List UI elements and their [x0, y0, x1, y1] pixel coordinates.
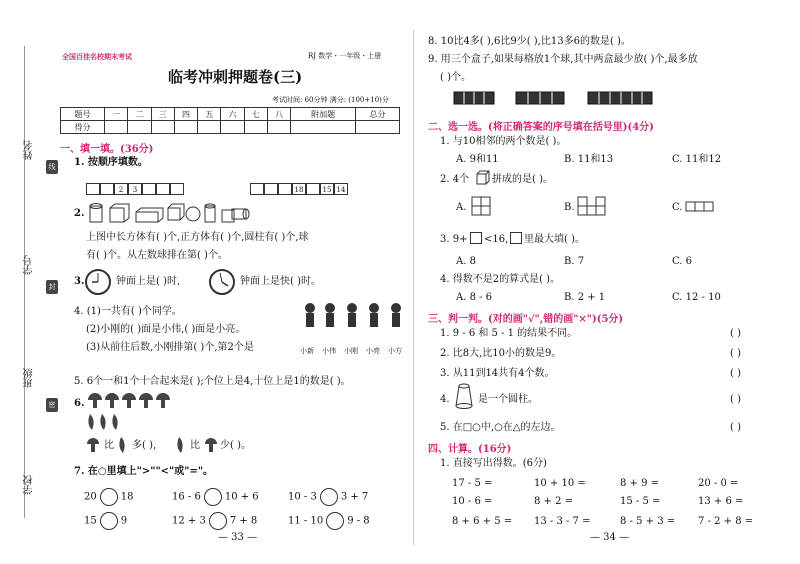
compare-left: 11 - 10 [288, 515, 324, 527]
q7-text: 7. 在○里填上">""<"或"="。 [74, 466, 214, 477]
calc-item: 13 - 3 - 7 = [534, 516, 591, 527]
calc-item: 10 - 6 = [452, 496, 493, 507]
score-header-cell: 三 [151, 108, 174, 121]
cubes-option-a [470, 192, 492, 218]
score-cell[interactable] [221, 121, 244, 134]
cubes-option-c [684, 196, 714, 216]
child-name: 小亮 [366, 347, 380, 355]
sequence-box: 18 [292, 183, 306, 195]
calc-item: 17 - 5 = [452, 478, 493, 489]
children-illustration [300, 302, 410, 336]
sequence-box: 14 [334, 183, 348, 195]
sequence-box: 2 [114, 183, 128, 195]
sequence-box: 15 [320, 183, 334, 195]
q5-text: 5. 6个一和1个十合起来是( );个位上是4,十位上是1的数是( )。 [74, 376, 351, 387]
score-cell[interactable] [128, 121, 151, 134]
sequence-box[interactable] [86, 183, 100, 195]
score-cell[interactable] [355, 121, 399, 134]
calc-item: 15 - 5 = [620, 496, 661, 507]
boxes-illustration [452, 88, 692, 106]
score-cell[interactable] [198, 121, 221, 134]
blank-box [470, 232, 482, 244]
choice-4-b: B. 2 + 1 [564, 292, 606, 303]
q6-less-b: 少( )。 [220, 440, 251, 451]
compare-right: 18 [120, 491, 134, 503]
sequence-2 [250, 178, 348, 197]
time-score: 考试时间: 60分钟 满分: (100+10)分 [272, 96, 389, 104]
q2-line1: 上图中长方体有( )个,正方体有( )个,圆柱有( )个,球 [86, 232, 309, 243]
pepper-icon [118, 436, 130, 454]
id-label: 学号 [24, 255, 35, 275]
choice-1-c: C. 11和12 [672, 154, 722, 165]
compare-right: 3 + 7 [340, 491, 369, 503]
score-cell[interactable] [174, 121, 197, 134]
score-header-cell: 四 [174, 108, 197, 121]
score-row [61, 121, 400, 134]
score-header-row [61, 108, 400, 121]
judge-4-b: 是一个圆柱。 [478, 394, 538, 405]
compare-item [84, 512, 127, 530]
judge-3-paren: ( ) [730, 368, 741, 379]
compare-left: 20 [84, 491, 97, 503]
score-table [60, 107, 400, 134]
section-4-title: 四、计算。(16分) [428, 444, 512, 455]
judge-5: 5. 在□○中,○在△的左边。 [440, 422, 561, 433]
q6-more-b: 多( ), [132, 440, 157, 451]
compare-item [172, 512, 257, 530]
compare-right: 7 + 8 [229, 515, 258, 527]
edition-label: RJ 数学・一年级・上册 [308, 52, 382, 60]
child-name: 小伟 [322, 347, 336, 355]
choice-2-a: A. [456, 202, 467, 213]
q8-text: 8. 10比4多( ),6比9少( ),比13多6的数是( )。 [428, 36, 631, 47]
child-name: 小刚 [344, 347, 358, 355]
q9-line2: ( )个。 [440, 72, 471, 83]
choice-2-b: 拼成的是( )。 [492, 174, 553, 185]
score-cell[interactable] [151, 121, 174, 134]
calc-item: 8 + 2 = [534, 496, 574, 507]
sequence-1 [86, 178, 184, 197]
q3-text-b: 钟面上是快( )时。 [240, 276, 321, 287]
q9-line1: 9. 用三个盒子,如果每格放1个球,其中两盒最少放( )个,最多放 [428, 54, 698, 65]
mushroom-row [86, 392, 186, 410]
score-cell[interactable] [244, 121, 267, 134]
calc-item: 8 + 9 = [620, 478, 660, 489]
section-2-title: 二、选一选。(将正确答案的序号填在括号里)(4分) [428, 122, 654, 133]
compare-right: 9 [120, 515, 128, 527]
q3-text-a: 钟面上是( )时, [116, 276, 181, 287]
judge-1: 1. 9 - 6 和 5 - 1 的结果不同。 [440, 328, 578, 339]
solids-illustration [86, 200, 251, 226]
sequence-box[interactable] [306, 183, 320, 195]
choice-1: 1. 与10相邻的两个数是( )。 [440, 136, 567, 147]
calc-item: 20 - 0 = [698, 478, 739, 489]
score-header-cell: 六 [221, 108, 244, 121]
q1-text: 1. 按顺序填数。 [74, 157, 148, 168]
child-name: 小方 [388, 347, 402, 355]
seal-badge-1: 线 [46, 160, 58, 174]
score-header-cell: 二 [128, 108, 151, 121]
score-cell[interactable] [291, 121, 356, 134]
compare-left: 10 - 3 [288, 491, 317, 503]
mushroom-icon [86, 436, 100, 454]
mushroom-icon-2 [204, 436, 218, 454]
score-header-cell: 题号 [61, 108, 105, 121]
compare-right: 9 - 8 [347, 515, 370, 527]
choice-4-c: C. 12 - 10 [672, 292, 721, 303]
q2-line2: 有( )个。从左数球排在第( )个。 [86, 250, 228, 261]
judge-5-paren: ( ) [730, 422, 741, 433]
sequence-box[interactable] [264, 183, 278, 195]
cubes-option-b [576, 192, 610, 218]
q4-line2: (2)小刚的( )面是小伟,( )面是小亮。 [86, 324, 246, 335]
score-header-cell: 八 [267, 108, 290, 121]
choice-4-a: A. 8 - 6 [456, 292, 493, 303]
page-title: 临考冲刺押题卷(三) [168, 68, 303, 86]
compare-circle[interactable] [100, 512, 118, 530]
sequence-box[interactable] [100, 183, 114, 195]
sequence-box: 3 [128, 183, 142, 195]
class-label: 班级 [24, 368, 35, 388]
choice-4: 4. 得数不是2的算式是( )。 [440, 274, 561, 285]
score-header-cell: 一 [104, 108, 127, 121]
calc-title: 1. 直接写出得数。(6分) [440, 458, 547, 469]
q6-number: 6. [74, 398, 85, 409]
score-header-cell: 七 [244, 108, 267, 121]
sequence-box[interactable] [156, 183, 170, 195]
binding-line [24, 46, 25, 518]
peppers-row [86, 412, 126, 432]
compare-left: 16 - 6 [172, 491, 201, 503]
sequence-box[interactable] [250, 183, 264, 195]
q4-line1: 4. (1)一共有( )个同学。 [74, 306, 182, 317]
judge-2: 2. 比8大,比10小的数是9。 [440, 348, 562, 359]
sequence-box[interactable] [142, 183, 156, 195]
sequence-box[interactable] [278, 183, 292, 195]
pepper-icon-2 [176, 436, 188, 454]
compare-item [288, 488, 368, 506]
judge-3: 3. 从11到14共有4个数。 [440, 368, 555, 379]
seal-badge-2: 封 [46, 280, 58, 294]
school-label: 学校 [24, 475, 35, 495]
choice-3-a: A. 8 [456, 256, 476, 267]
choice-2-b-opt: B. [564, 202, 575, 213]
judge-4: 4. [440, 394, 450, 405]
calc-item: 8 + 6 + 5 = [452, 516, 513, 527]
section-1-title: 一、填一填。(36分) [60, 144, 154, 155]
choice-3: 3. 9+ [440, 234, 468, 245]
page-number-left: — 33 — [218, 532, 258, 543]
compare-circle[interactable] [100, 488, 118, 506]
choice-2: 2. 4个 [440, 174, 470, 185]
calc-item: 7 - 2 + 8 = [698, 516, 754, 527]
child-name: 小新 [300, 347, 314, 355]
q6-more-a: 比 [104, 440, 114, 451]
calc-item: 8 - 5 + 3 = [620, 516, 676, 527]
compare-item [84, 488, 133, 506]
choice-3-b-opt: B. 7 [564, 256, 585, 267]
page-number-right: — 34 — [590, 532, 630, 543]
sequence-box[interactable] [170, 183, 184, 195]
blank-box-2 [510, 232, 522, 244]
choice-3-c-opt: C. 6 [672, 256, 693, 267]
section-3-title: 三、判一判。(对的画"√",错的画"×")(5分) [428, 314, 624, 325]
exam-banner: 全国百佳名校期末考试 [62, 52, 132, 61]
score-row-label: 得分 [61, 121, 105, 134]
compare-item [172, 488, 259, 506]
score-cell[interactable] [104, 121, 127, 134]
compare-circle[interactable] [204, 488, 222, 506]
cube-icon [476, 170, 490, 186]
judge-1-paren: ( ) [730, 328, 741, 339]
children-names [300, 338, 410, 357]
compare-circle[interactable] [320, 488, 338, 506]
calc-item: 13 + 6 = [698, 496, 744, 507]
compare-right: 10 + 6 [224, 491, 259, 503]
choice-2-c-opt: C. [672, 202, 683, 213]
compare-left: 12 + 3 [172, 515, 206, 527]
q3-number: 3. [74, 276, 85, 287]
choice-1-b: B. 11和13 [564, 154, 614, 165]
choice-3-c: 里最大填( )。 [524, 234, 585, 245]
choice-1-a: A. 9和11 [456, 154, 499, 165]
seal-badge-3: 密 [46, 398, 58, 412]
compare-circle[interactable] [209, 512, 227, 530]
compare-item [288, 512, 370, 530]
judge-4-paren: ( ) [730, 394, 741, 405]
judge-2-paren: ( ) [730, 348, 741, 359]
clock-1-icon [84, 268, 112, 296]
name-label: 姓名 [24, 140, 35, 160]
compare-left: 15 [84, 515, 97, 527]
q2-number: 2. [74, 208, 85, 219]
q6-less-a: 比 [190, 440, 200, 451]
frustum-icon [454, 382, 474, 410]
clock-2-icon [208, 268, 236, 296]
q4-line3: (3)从前往后数,小刚排第( )个,第2个是 [86, 342, 254, 353]
compare-circle[interactable] [326, 512, 344, 530]
calc-item: 10 + 10 = [534, 478, 586, 489]
page-divider [413, 30, 414, 545]
score-header-cell: 总分 [355, 108, 399, 121]
score-cell[interactable] [267, 121, 290, 134]
score-header-cell: 五 [198, 108, 221, 121]
score-header-cell: 附加题 [291, 108, 356, 121]
choice-3-b: <16, [484, 234, 509, 245]
